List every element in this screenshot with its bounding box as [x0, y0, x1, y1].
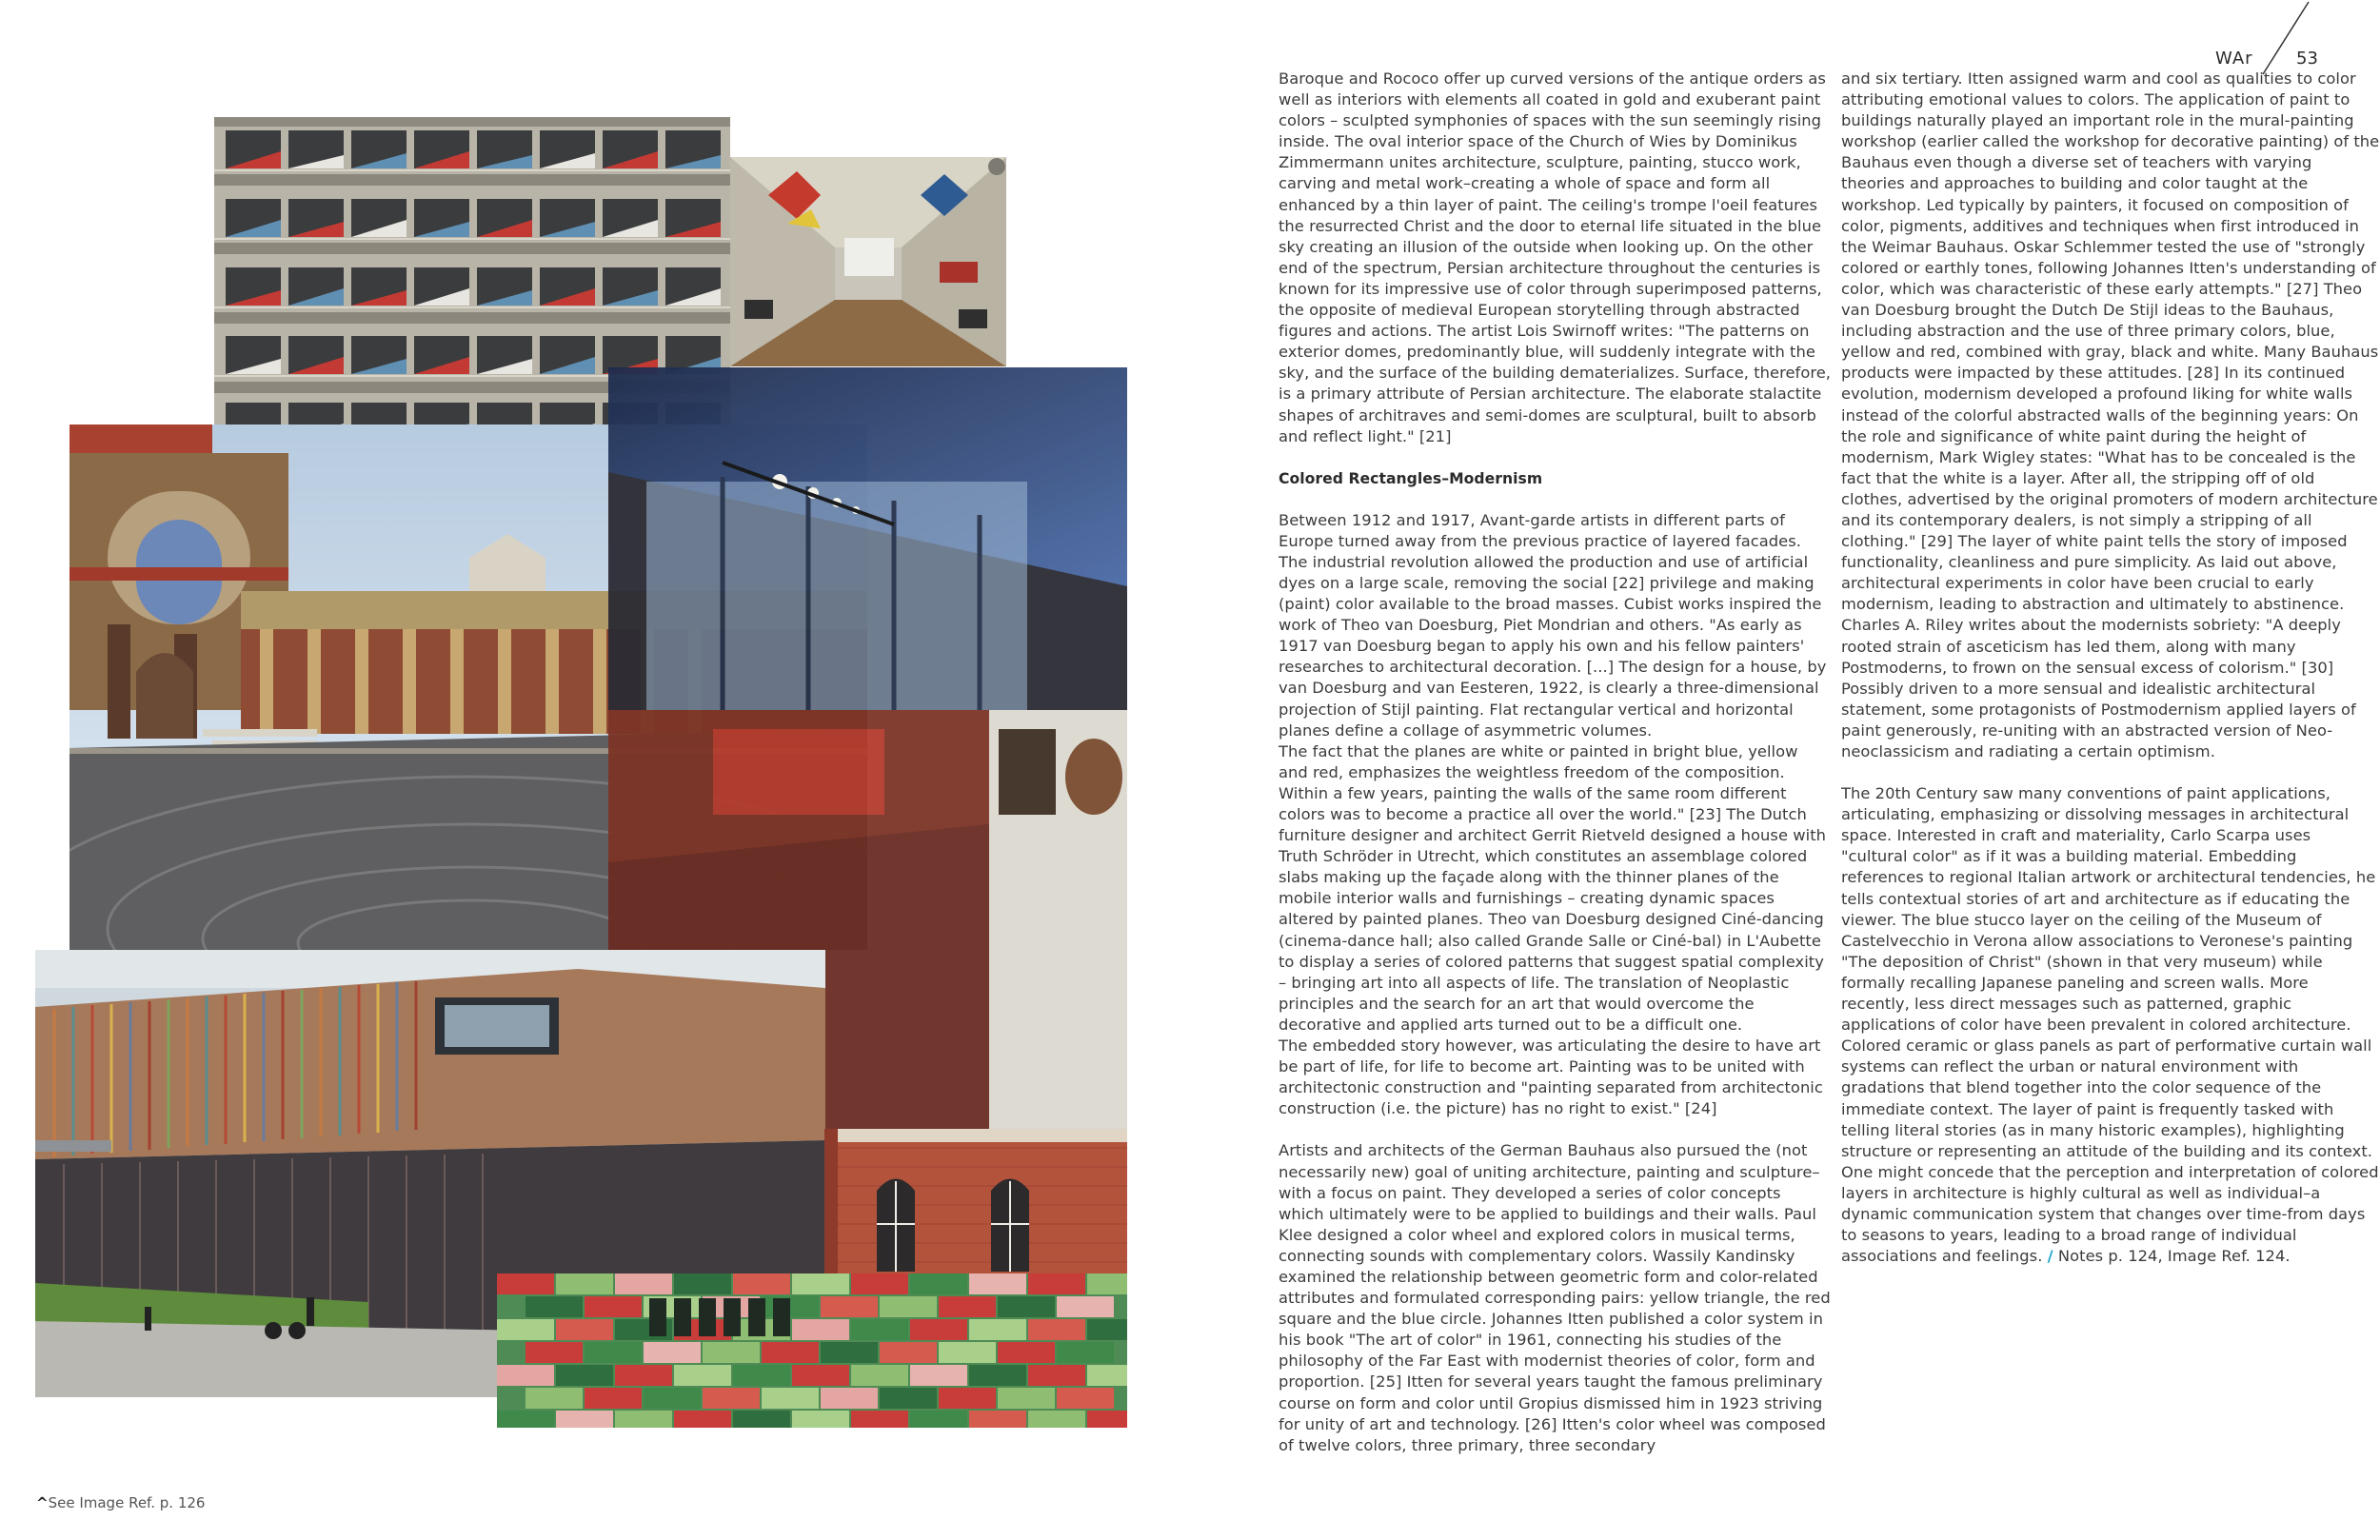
image-reference-footer	[36, 1494, 205, 1511]
paragraph: The embedded story however, was articulating the desire to have art be part of life, for life to become art. Painting was to be united with architectonic construction and "painting separated from architectonic construction (i.e. the picture) has no right to exist." [24]	[1279, 1037, 1823, 1118]
paragraph-text: The 20th Century saw many conventions of paint applications, articulating, emphasizing or dissolving messages in architectural space. Interested in craft and materiality, Carlo Scarpa uses "cultural color" as if it was a building material. Embedding references to regional Italian artwork or architectural tendencies, he tells contextual stories of art and architecture as if educating the viewer. The blue stucco layer on the ceiling of the Museum of Castelvecchio in Verona allow associations to Veronese's painting "The deposition of Christ" (shown in that very museum) while formally recalling Japanese paneling and screen walls. More recently, less direct messages such as patterned, graphic applications of color have been prevalent in colored architecture. Colored ceramic or glass panels as part of performative curtain wall systems can reflect the urban or natural environment with gradations that blend together into the color sequence of the immediate context. The layer of paint is frequently tasked with telling literal stories (as in many historic examples), highlighting structure or representing an attitude of the building and its context. One might concede that the perception and interpretation of colored layers in architecture is highly cultural as well as individual–a dynamic communication system that changes over time-from days to seasons to years, leading to a broad range of individual associations and feelings.	[1841, 784, 2379, 1266]
section-heading: Colored Rectangles–Modernism	[1279, 469, 1543, 487]
page-number: 53	[2296, 49, 2318, 69]
notes-slash: /	[2047, 1247, 2053, 1266]
paragraph: and six tertiary. Itten assigned warm and cool as qualities to color attributing emotional values to colors. The application of paint to buildings naturally played an important role in the mural-painting workshop (earlier called the workshop for decorative painting) of the Bauhaus even though a diverse set of teachers with varying theories and approaches to building and color taught at the workshop. Led typically by painters, it focused on composition of color, pigments, additives and techniques when first introduced in the Weimar Bauhaus. Oskar Schlemmer tested the use of "strongly colored or earthly tones, following Johannes Itten's understanding of color, which was characteristic of these early attempts." [27] Theo van Doesburg brought the Dutch De Stijl ideas to the Bauhaus, including abstraction and the use of three primary colors, blue, yellow and red, combined with gray, black and white. Many Bauhaus products were impacted by these attitudes. [28] In its continued evolution, modernism developed a profound liking for white walls instead of the colorful abstracted walls of the beginning years: On the role and significance of white paint during the height of modernism, Mark Wigley states: "What has to be concealed is the fact that the white is a layer. After all, the stripping off of old clothes, advertised by the original promoters of modern architecture and its contemporary dealers, is not simply a stripping of all clothing." [29] The layer of white paint tells the story of imposed functionality, cleanliness and pure simplicity. As laid out above, architectural experiments in color have been crucial to early modernism, leading to abstraction and ultimately to abstinence. Charles A. Riley writes about the modernists sobriety: "A deeply rooted strain of asceticism has led them, along with many Postmoderns, to frown on the sensual excess of colorism." [30] Possibly driven to a more sensual and idealistic architectural statement, some protagonists of Postmodernism applied layers of paint generously, re-uniting with an abstracted version of Neo-neoclassicism and radiating a certain optimism.	[1841, 69, 2380, 760]
paragraph: Artists and architects of the German Bauhaus also pursued the (not necessarily new) goal of uniting architecture, painting and sculpture– with a focus on paint. They developed a series of color concepts which ultimately were to be applied to buildings and their walls. Paul Klee designed a color wheel and explored colors in musical terms, connecting sounds with complementary colors. Wassily Kandinsky examined the relationship between geometric form and color-related attributes and formulated corresponding pairs: yellow triangle, the red square and the blue circle. Johannes Itten published a color system in his book "The art of color" in 1961, connecting his studies of the philosophy of the Far East with modernist theories of color, form and proportion. [25] Itten for several years taught the famous preliminary course on form and color until Gropius dismissed him in 1923 striving for unity of art and technology. [26] Itten's color wheel was composed of twelve colors, three primary, three secondary	[1279, 1141, 1831, 1454]
paragraph	[1841, 783, 2380, 1267]
paragraph: Baroque and Rococo offer up curved versions of the antique orders as well as interiors with elements all coated in gold and exuberant paint colors – sculpted symphonies of spaces with the sun seemingly rising inside. The oval interior space of the Church of Wies by Dominikus Zimmermann unites architecture, sculpture, painting, stucco work, carving and metal work–creating a whole of space and form all enhanced by a thin layer of paint. The ceiling's trompe l'oeil features the resurrected Christ and the door to eternal life situated in the blue sky creating an illusion of the outside when looking up. On the other end of the spectrum, Persian architecture throughout the centuries is known for its impressive use of color through superimposed patterns, the opposite of medieval European storytelling through abstracted figures and actions. The artist Lois Swirnoff writes: "The patterns on exterior domes, predominantly blue, will suddenly integrate with the sky, and the surface of the building dematerializes. Surface, therefore, is a primary attribute of Persian architecture. The elaborate stalactite shapes of architraves and semi-domes are sculptural, built to absorb and reflect light." [21]	[1279, 69, 1832, 445]
notes-reference: Notes p. 124, Image Ref. 124.	[2057, 1247, 2291, 1266]
paragraph: The fact that the planes are white or painted in bright blue, yellow and red, emphasizes the weightless freedom of the composition. Within a few years, painting the walls of the same room different colors was to become a practice all over the world." [23] The Dutch furniture designer and architect Gerrit Rietveld designed a house with Truth Schröder in Utrecht, which constitutes an assemblage colored slabs making up the façade along with the thinner planes of the mobile interior walls and furnishings – creating dynamic spaces altered by painted planes. Theo van Doesburg designed Ciné-dancing (cinema-dance hall; also called Grande Salle or Ciné-bal) in L'Aubette to display a series of colored patterns that suggest spatial complexity – bringing art into all aspects of life. The translation of Neoplastic principles and the search for an art that would overcome the decorative and applied arts turned out to be a difficult one.	[1279, 741, 1826, 1034]
text-column-left	[1279, 69, 1831, 1456]
caret-icon: ^	[36, 1494, 49, 1511]
de-stijl-interior-photo	[730, 157, 1006, 366]
text-column-right	[1841, 69, 2380, 1267]
ceramic-detail-photo	[497, 1273, 1127, 1428]
running-head-title: WAr	[2215, 49, 2253, 69]
paragraph: Between 1912 and 1917, Avant-garde artists in different parts of Europe turned away from the previous practice of layered facades. The industrial revolution allowed the production and use of artificial dyes on a large scale, removing the social [22] privilege and making (paint) color available to the broad masses. Cubist works inspired the work of Theo van Doesburg, Piet Mondrian and others. "As early as 1917 van Doesburg began to apply his own and his fellow painters' researches to architectural decoration. [...] The design for a house, by van Doesburg and van Eesteren, 1922, is clearly a three-dimensional projection of Stijl painting. Flat rectangular vertical and horizontal planes define a collage of asymmetric volumes.	[1279, 510, 1827, 740]
running-header	[2190, 0, 2380, 76]
image-reference-text: See Image Ref. p. 126	[48, 1494, 206, 1511]
